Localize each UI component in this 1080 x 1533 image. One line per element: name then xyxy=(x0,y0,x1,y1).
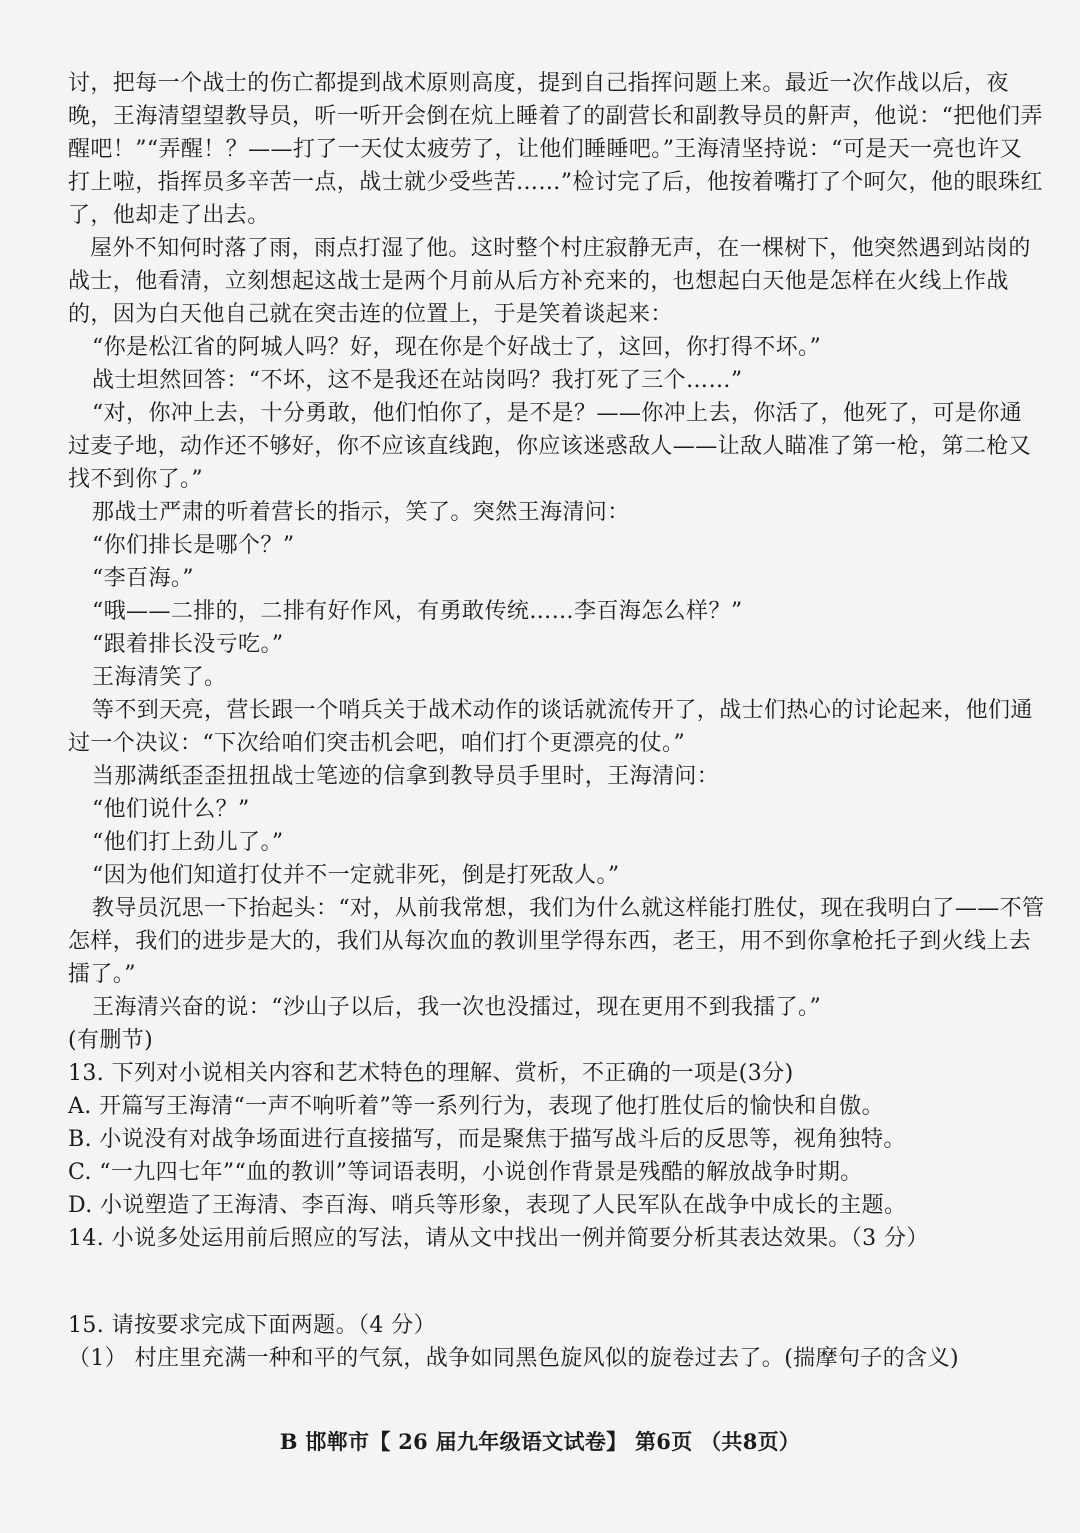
passage-line: “李百海。” xyxy=(92,566,194,591)
question-13-option-b: B. 小说没有对战争场面进行直接描写，而是聚焦于描写战斗后的反思等，视角独特。 xyxy=(68,1127,906,1152)
passage-line: 找不到你了。” xyxy=(68,467,204,492)
passage-line: 过麦子地，动作还不够好，你不应该直线跑，你应该迷惑敌人——让敌人瞄准了第一枪，第二枪又 xyxy=(68,434,1032,459)
passage-line: 擂了。” xyxy=(68,962,136,987)
passage-line: 战士坦然回答：“不坏，这不是我还在站岗吗？我打死了三个……” xyxy=(92,368,743,393)
passage-line: 教导员沉思一下抬起头：“对，从前我常想，我们为什么就这样能打胜仗，现在我明白了——不管 xyxy=(92,896,1045,921)
passage-line: 等不到天亮，营长跟一个哨兵关于战术动作的谈话就流传开了，战士们热心的讨论起来，他们通 xyxy=(92,698,1033,723)
passage-line: “他们说什么？” xyxy=(92,797,250,822)
passage-line: 王海清兴奋的说：“沙山子以后，我一次也没擂过，现在更用不到我擂了。” xyxy=(92,995,822,1020)
question-13-option-d: D. 小说塑造了王海清、李百海、哨兵等形象，表现了人民军队在战争中成长的主题。 xyxy=(68,1193,907,1218)
passage-line: “你们排长是哪个？” xyxy=(92,533,295,558)
question-13-option-c: C. “一九四七年”“血的教训”等词语表明，小说创作背景是残酷的解放战争时期。 xyxy=(68,1160,863,1185)
passage-line: 怎样，我们的进步是大的，我们从每次血的教训里学得东西，老王，用不到你拿枪托子到火线上去 xyxy=(68,929,1032,954)
passage-line: 晚，王海清望望教导员，听一听开会倒在炕上睡着了的副营长和副教导员的鼾声，他说：“把他们弄 xyxy=(68,104,1043,129)
passage-line: 战士，他看清，立刻想起这战士是两个月前从后方补充来的，也想起白天他是怎样在火线上作战 xyxy=(68,269,1009,294)
passage-line: “因为他们知道打仗并不一定就非死，倒是打死敌人。” xyxy=(92,863,620,888)
question-14: 14. 小说多处运用前后照应的写法，请从文中找出一例并简要分析其表达效果。（3 分） xyxy=(68,1226,929,1251)
passage-line: “哦——二排的，二排有好作风，有勇敢传统……李百海怎么样？” xyxy=(92,599,743,624)
page-footer: B 邯郸市【 26 届九年级语文试卷】 第6页 （共8页） xyxy=(279,1429,801,1454)
passage-line: 讨，把每一个战士的伤亡都提到战术原则高度，提到自己指挥问题上来。最近一次作战以后，夜 xyxy=(68,71,1009,96)
passage-line: 的，因为白天他自己就在突击连的位置上，于是笑着谈起来： xyxy=(68,302,673,327)
passage-line: 了，他却走了出去。 xyxy=(68,203,270,228)
passage-line: 当那满纸歪歪扭扭战士笔迹的信拿到教导员手里时，王海清问： xyxy=(92,764,720,789)
question-15-part-1: （1） 村庄里充满一种和平的气氛，战争如同黑色旋风似的旋卷过去了。(揣摩句子的含义) xyxy=(68,1346,959,1371)
passage-line: “跟着排长没亏吃。” xyxy=(92,632,284,657)
passage-line: “他们打上劲儿了。” xyxy=(92,830,284,855)
abridged-note: (有删节) xyxy=(68,1028,154,1053)
question-13-stem: 13. 下列对小说相关内容和艺术特色的理解、赏析，不正确的一项是(3分) xyxy=(68,1061,794,1086)
passage-line: 屋外不知何时落了雨，雨点打湿了他。这时整个村庄寂静无声，在一棵树下，他突然遇到站岗的 xyxy=(90,236,1031,261)
passage-line: 打上啦，指挥员多辛苦一点，战士就少受些苦……”检讨完了后，他按着嘴打了个呵欠，他的眼珠红 xyxy=(68,170,1043,195)
passage-line: 醒吧！”“弄醒！？——打了一天仗太疲劳了，让他们睡睡吧。”王海清坚持说：“可是天一亮也许又 xyxy=(68,137,1022,162)
question-13-option-a: A. 开篇写王海清“一声不响听着”等一系列行为，表现了他打胜仗后的愉快和自傲。 xyxy=(68,1094,884,1119)
passage-line: “对，你冲上去，十分勇敢，他们怕你了，是不是？——你冲上去，你活了，他死了，可是你通 xyxy=(92,401,1023,426)
passage-line: 王海清笑了。 xyxy=(92,665,227,690)
passage-line: “你是松江省的阿城人吗？好，现在你是个好战士了，这回，你打得不坏。” xyxy=(92,335,822,360)
question-15: 15. 请按要求完成下面两题。（4 分） xyxy=(68,1313,436,1338)
passage-line: 过一个决议：“下次给咱们突击机会吧，咱们打个更漂亮的仗。” xyxy=(68,731,686,756)
passage-line: 那战士严肃的听着营长的指示，笑了。突然王海清问： xyxy=(92,500,630,525)
